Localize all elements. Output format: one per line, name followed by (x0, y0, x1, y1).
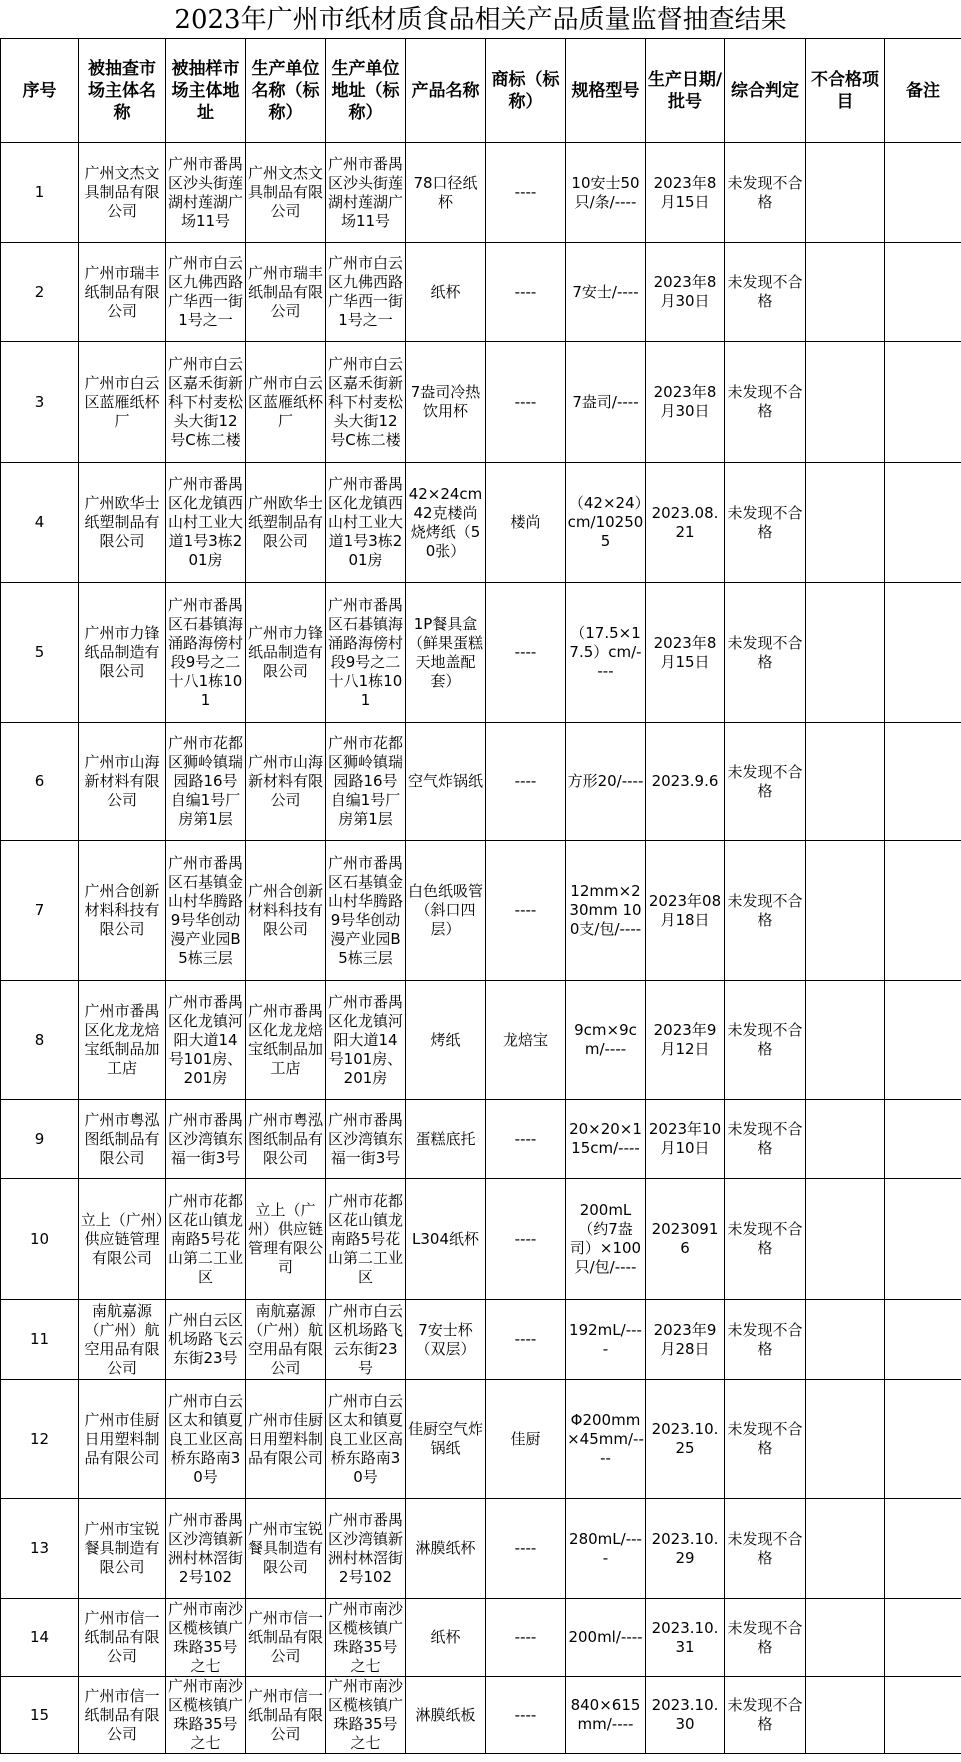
cell-verdict: 未发现不合格 (725, 981, 806, 1100)
cell-entity-address: 广州市花都区花山镇龙南路5号花山第二工业区 (166, 1179, 246, 1300)
cell-note (885, 243, 961, 342)
cell-seq: 13 (1, 1499, 79, 1599)
cell-seq: 3 (1, 342, 79, 463)
cell-entity-address: 广州市白云区九佛西路广华西一街1号之一 (166, 243, 246, 342)
cell-date: 2023年8月15日 (646, 583, 725, 723)
cell-date: 2023.10.31 (646, 1599, 725, 1677)
header-seq: 序号 (1, 39, 79, 143)
cell-date: 2023年08月18日 (646, 841, 725, 981)
cell-note (885, 981, 961, 1100)
cell-date: 20230916 (646, 1179, 725, 1300)
table-row (1, 583, 961, 723)
cell-seq: 7 (1, 841, 79, 981)
cell-entity-address: 广州市白云区太和镇夏良工业区高桥东路南30号 (166, 1380, 246, 1499)
cell-failed-items (806, 841, 885, 981)
cell-verdict: 未发现不合格 (725, 1499, 806, 1599)
table-row (1, 841, 961, 981)
cell-spec: 10安士50只/条/---- (566, 143, 646, 243)
cell-entity-address: 广州市番禺区沙头街莲湖村莲湖广场11号 (166, 143, 246, 243)
cell-failed-items (806, 1179, 885, 1300)
cell-date: 2023.10.25 (646, 1380, 725, 1499)
cell-entity-address: 广州市白云区嘉禾街新科下村麦松头大街12号C栋二楼 (166, 342, 246, 463)
cell-product: 淋膜纸板 (406, 1677, 486, 1754)
table-row (1, 981, 961, 1100)
cell-product: 纸杯 (406, 243, 486, 342)
header-entity: 被抽查市场主体名称 (79, 39, 166, 143)
cell-maker-address: 广州市番禺区沙头街莲湖村莲湖广场11号 (326, 143, 406, 243)
cell-date: 2023.10.30 (646, 1677, 725, 1754)
cell-spec: 方形20/---- (566, 723, 646, 841)
cell-brand: ---- (486, 1179, 566, 1300)
cell-maker-address: 广州市番禺区沙湾镇东福一街3号 (326, 1100, 406, 1179)
cell-maker-address: 广州市番禺区化龙镇西山村工业大道1号3栋201房 (326, 463, 406, 583)
cell-maker: 广州文杰文具制品有限公司 (246, 143, 326, 243)
cell-entity: 广州市力锋纸品制造有限公司 (79, 583, 166, 723)
cell-product: 纸杯 (406, 1599, 486, 1677)
cell-entity: 南航嘉源（广州）航空用品有限公司 (79, 1300, 166, 1380)
cell-entity-address: 广州市花都区狮岭镇瑞园路16号自编1号厂房第1层 (166, 723, 246, 841)
cell-verdict: 未发现不合格 (725, 143, 806, 243)
cell-note (885, 841, 961, 981)
cell-entity-address: 广州市番禺区石基镇金山村华腾路9号华创动漫产业园B5栋三层 (166, 841, 246, 981)
cell-date: 2023年9月12日 (646, 981, 725, 1100)
cell-verdict: 未发现不合格 (725, 1300, 806, 1380)
cell-maker: 广州市宝锐餐具制造有限公司 (246, 1499, 326, 1599)
cell-failed-items (806, 1100, 885, 1179)
cell-product: 7安士杯（双层） (406, 1300, 486, 1380)
header-failed-items: 不合格项目 (806, 39, 885, 143)
cell-product: 1P餐具盒（鲜果蛋糕天地盖配套） (406, 583, 486, 723)
cell-maker: 南航嘉源（广州）航空用品有限公司 (246, 1300, 326, 1380)
cell-failed-items (806, 1599, 885, 1677)
cell-date: 2023年10月10日 (646, 1100, 725, 1179)
cell-spec: 12mm×230mm 100支/包/---- (566, 841, 646, 981)
cell-maker: 立上（广州）供应链管理有限公司 (246, 1179, 326, 1300)
cell-date: 2023年8月30日 (646, 243, 725, 342)
cell-product: 42×24cm42克楼尚烧烤纸（50张） (406, 463, 486, 583)
cell-maker: 广州市番禺区化龙龙焙宝纸制品加工店 (246, 981, 326, 1100)
cell-seq: 4 (1, 463, 79, 583)
cell-spec: 7盎司/---- (566, 342, 646, 463)
cell-note (885, 1179, 961, 1300)
header-maker-address: 生产单位地址（标称） (326, 39, 406, 143)
table-row (1, 143, 961, 243)
cell-date: 2023.08.21 (646, 463, 725, 583)
cell-maker: 广州市信一纸制品有限公司 (246, 1599, 326, 1677)
cell-spec: 20×20×115cm/---- (566, 1100, 646, 1179)
cell-brand: ---- (486, 1677, 566, 1754)
cell-entity: 广州市佳厨日用塑料制品有限公司 (79, 1380, 166, 1499)
page-title: 2023年广州市纸材质食品相关产品质量监督抽查结果 (174, 5, 787, 35)
cell-product: 白色纸吸管（斜口四层） (406, 841, 486, 981)
cell-entity: 广州文杰文具制品有限公司 (79, 143, 166, 243)
cell-spec: 192mL/---- (566, 1300, 646, 1380)
header-verdict: 综合判定 (725, 39, 806, 143)
cell-maker: 广州合创新材料科技有限公司 (246, 841, 326, 981)
cell-seq: 6 (1, 723, 79, 841)
cell-product: 佳厨空气炸锅纸 (406, 1380, 486, 1499)
cell-spec: 200mL（约7盎司）×100只/包/---- (566, 1179, 646, 1300)
cell-verdict: 未发现不合格 (725, 1599, 806, 1677)
cell-entity-address: 广州白云区机场路飞云东街23号 (166, 1300, 246, 1380)
cell-brand: ---- (486, 1599, 566, 1677)
cell-failed-items (806, 1300, 885, 1380)
cell-product: 烤纸 (406, 981, 486, 1100)
cell-entity: 广州市宝锐餐具制造有限公司 (79, 1499, 166, 1599)
table-row (1, 463, 961, 583)
cell-note (885, 342, 961, 463)
cell-brand: ---- (486, 243, 566, 342)
cell-product: 空气炸锅纸 (406, 723, 486, 841)
cell-product: 淋膜纸杯 (406, 1499, 486, 1599)
cell-spec: 280mL/---- (566, 1499, 646, 1599)
cell-maker: 广州市瑞丰纸制品有限公司 (246, 243, 326, 342)
header-date: 生产日期/批号 (646, 39, 725, 143)
cell-maker: 广州市白云区蓝雁纸杯厂 (246, 342, 326, 463)
table-row (1, 342, 961, 463)
cell-product: 蛋糕底托 (406, 1100, 486, 1179)
cell-maker-address: 广州市白云区嘉禾街新科下村麦松头大街12号C栋二楼 (326, 342, 406, 463)
table-row (1, 1380, 961, 1499)
cell-maker: 广州市山海新材料有限公司 (246, 723, 326, 841)
cell-maker-address: 广州市番禺区石基镇金山村华腾路9号华创动漫产业园B5栋三层 (326, 841, 406, 981)
cell-entity: 广州市山海新材料有限公司 (79, 723, 166, 841)
cell-entity-address: 广州市番禺区沙湾镇新洲村林滘街2号102 (166, 1499, 246, 1599)
cell-seq: 10 (1, 1179, 79, 1300)
cell-brand: ---- (486, 723, 566, 841)
cell-seq: 8 (1, 981, 79, 1100)
cell-note (885, 143, 961, 243)
cell-date: 2023年8月15日 (646, 143, 725, 243)
cell-failed-items (806, 1677, 885, 1754)
header-entity-address: 被抽样市场主体地址 (166, 39, 246, 143)
cell-failed-items (806, 723, 885, 841)
cell-verdict: 未发现不合格 (725, 841, 806, 981)
cell-entity: 广州市粤泓图纸制品有限公司 (79, 1100, 166, 1179)
cell-entity: 广州欧华士纸塑制品有限公司 (79, 463, 166, 583)
cell-seq: 11 (1, 1300, 79, 1380)
cell-maker: 广州欧华士纸塑制品有限公司 (246, 463, 326, 583)
header-spec: 规格型号 (566, 39, 646, 143)
cell-date: 2023年9月28日 (646, 1300, 725, 1380)
cell-seq: 14 (1, 1599, 79, 1677)
cell-date: 2023年8月30日 (646, 342, 725, 463)
cell-brand: 楼尚 (486, 463, 566, 583)
header-product: 产品名称 (406, 39, 486, 143)
cell-entity-address: 广州市番禺区石碁镇海涌路海傍村段9号之二十八1栋101 (166, 583, 246, 723)
table-row (1, 723, 961, 841)
cell-date: 2023.10.29 (646, 1499, 725, 1599)
cell-note (885, 463, 961, 583)
table-row (1, 1499, 961, 1599)
cell-seq: 9 (1, 1100, 79, 1179)
cell-note (885, 583, 961, 723)
cell-entity: 广州市番禺区化龙龙焙宝纸制品加工店 (79, 981, 166, 1100)
cell-maker-address: 广州市番禺区石碁镇海涌路海傍村段9号之二十八1栋101 (326, 583, 406, 723)
cell-product: 7盎司冷热饮用杯 (406, 342, 486, 463)
cell-failed-items (806, 1499, 885, 1599)
cell-brand: ---- (486, 1499, 566, 1599)
cell-seq: 1 (1, 143, 79, 243)
cell-entity: 广州市白云区蓝雁纸杯厂 (79, 342, 166, 463)
cell-maker-address: 广州市花都区狮岭镇瑞园路16号自编1号厂房第1层 (326, 723, 406, 841)
cell-verdict: 未发现不合格 (725, 1179, 806, 1300)
cell-verdict: 未发现不合格 (725, 1380, 806, 1499)
cell-maker-address: 广州市南沙区榄核镇广珠路35号之七 (326, 1677, 406, 1754)
cell-maker-address: 广州市白云区机场路飞云东街23号 (326, 1300, 406, 1380)
cell-brand: ---- (486, 1100, 566, 1179)
cell-maker: 广州市信一纸制品有限公司 (246, 1677, 326, 1754)
cell-maker-address: 广州市南沙区榄核镇广珠路35号之七 (326, 1599, 406, 1677)
cell-maker-address: 广州市花都区花山镇龙南路5号花山第二工业区 (326, 1179, 406, 1300)
cell-note (885, 1100, 961, 1179)
cell-failed-items (806, 1380, 885, 1499)
cell-failed-items (806, 143, 885, 243)
cell-failed-items (806, 243, 885, 342)
cell-spec: 200ml/---- (566, 1599, 646, 1677)
header-brand: 商标（标称） (486, 39, 566, 143)
cell-date: 2023.9.6 (646, 723, 725, 841)
cell-verdict: 未发现不合格 (725, 243, 806, 342)
table-header-row (1, 39, 961, 143)
cell-maker-address: 广州市番禺区沙湾镇新洲村林滘街2号102 (326, 1499, 406, 1599)
cell-verdict: 未发现不合格 (725, 583, 806, 723)
cell-entity-address: 广州市南沙区榄核镇广珠路35号之七 (166, 1599, 246, 1677)
results-table (0, 38, 961, 1754)
cell-failed-items (806, 463, 885, 583)
cell-product: 78口径纸杯 (406, 143, 486, 243)
cell-brand: ---- (486, 143, 566, 243)
cell-entity: 广州市信一纸制品有限公司 (79, 1599, 166, 1677)
cell-brand: ---- (486, 583, 566, 723)
cell-note (885, 1380, 961, 1499)
table-row (1, 1300, 961, 1380)
cell-note (885, 1677, 961, 1754)
cell-seq: 12 (1, 1380, 79, 1499)
cell-failed-items (806, 583, 885, 723)
cell-entity-address: 广州市番禺区化龙镇河阳大道14号101房、201房 (166, 981, 246, 1100)
cell-entity-address: 广州市番禺区沙湾镇东福一街3号 (166, 1100, 246, 1179)
cell-maker-address: 广州市番禺区化龙镇河阳大道14号101房、201房 (326, 981, 406, 1100)
cell-brand: ---- (486, 1300, 566, 1380)
header-note: 备注 (885, 39, 961, 143)
cell-entity-address: 广州市番禺区化龙镇西山村工业大道1号3栋201房 (166, 463, 246, 583)
cell-brand: 龙焙宝 (486, 981, 566, 1100)
cell-entity: 广州市瑞丰纸制品有限公司 (79, 243, 166, 342)
cell-maker-address: 广州市白云区九佛西路广华西一街1号之一 (326, 243, 406, 342)
table-row (1, 1179, 961, 1300)
cell-seq: 2 (1, 243, 79, 342)
cell-seq: 5 (1, 583, 79, 723)
cell-product: L304纸杯 (406, 1179, 486, 1300)
table-row (1, 1100, 961, 1179)
cell-seq: 15 (1, 1677, 79, 1754)
header-maker: 生产单位名称（标称） (246, 39, 326, 143)
cell-brand: 佳厨 (486, 1380, 566, 1499)
cell-spec: （42×24）cm/102505 (566, 463, 646, 583)
cell-brand: ---- (486, 841, 566, 981)
table-row (1, 1677, 961, 1754)
cell-maker: 广州市佳厨日用塑料制品有限公司 (246, 1380, 326, 1499)
table-row (1, 1599, 961, 1677)
cell-note (885, 1499, 961, 1599)
cell-maker-address: 广州市白云区太和镇夏良工业区高桥东路南30号 (326, 1380, 406, 1499)
cell-failed-items (806, 342, 885, 463)
cell-spec: 7安士/---- (566, 243, 646, 342)
cell-verdict: 未发现不合格 (725, 1100, 806, 1179)
cell-failed-items (806, 981, 885, 1100)
cell-spec: 840×615mm/---- (566, 1677, 646, 1754)
cell-entity: 立上（广州）供应链管理有限公司 (79, 1179, 166, 1300)
cell-verdict: 未发现不合格 (725, 1677, 806, 1754)
cell-note (885, 723, 961, 841)
cell-maker: 广州市粤泓图纸制品有限公司 (246, 1100, 326, 1179)
cell-spec: Φ200mm×45mm/---- (566, 1380, 646, 1499)
cell-entity: 广州合创新材料科技有限公司 (79, 841, 166, 981)
table-row (1, 243, 961, 342)
cell-verdict: 未发现不合格 (725, 723, 806, 841)
cell-note (885, 1599, 961, 1677)
cell-note (885, 1300, 961, 1380)
cell-spec: （17.5×17.5）cm/---- (566, 583, 646, 723)
cell-entity: 广州市信一纸制品有限公司 (79, 1677, 166, 1754)
cell-maker: 广州市力锋纸品制造有限公司 (246, 583, 326, 723)
cell-verdict: 未发现不合格 (725, 342, 806, 463)
cell-entity-address: 广州市南沙区榄核镇广珠路35号之七 (166, 1677, 246, 1754)
cell-spec: 9cm×9cm/---- (566, 981, 646, 1100)
cell-brand: ---- (486, 342, 566, 463)
cell-verdict: 未发现不合格 (725, 463, 806, 583)
